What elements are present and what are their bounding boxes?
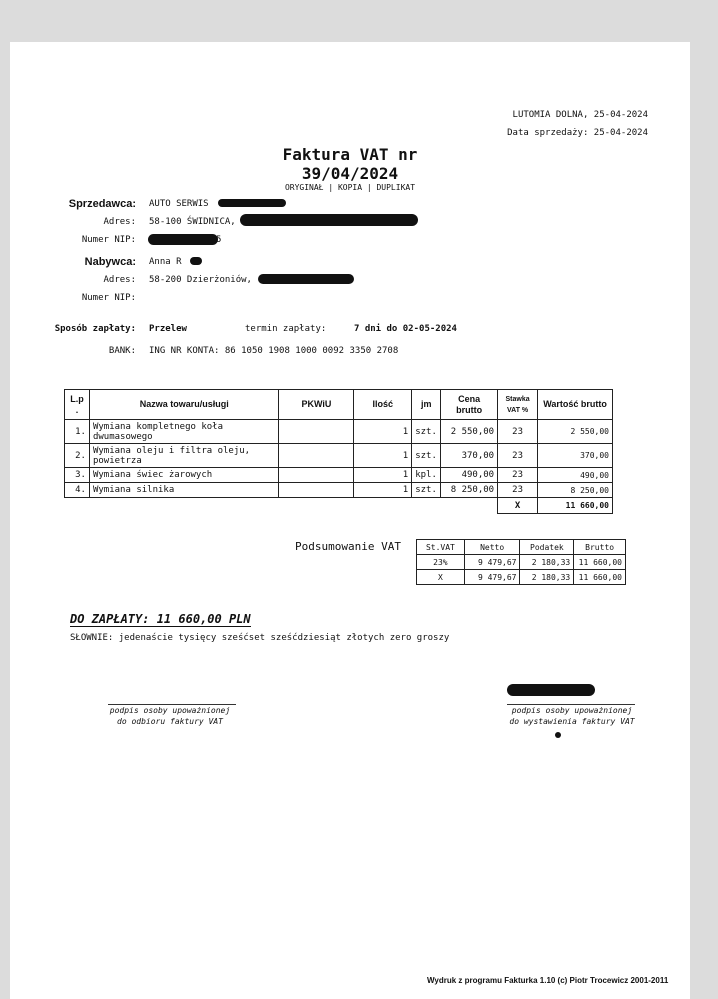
items-header-row [65,390,613,420]
payment-method-label: Sposób zapłaty: [54,324,136,334]
signature-left-line1: podpis osoby upoważnionej [109,706,231,715]
row-pkwiu [279,468,354,483]
row-name: Wymiana oleju i filtra oleju, powietrza [89,444,279,468]
ink-dot [555,732,561,738]
signature-right [482,705,662,727]
table-row [65,444,613,468]
copy-type: ORYGINAŁ | KOPIA | DUPLIKAT [284,183,416,192]
total-value: 11 660,00 [538,498,613,514]
row-name: Wymiana kompletnego koła dwumasowego [89,420,279,444]
row-unit: szt. [412,483,441,498]
redaction-mark [240,214,418,226]
vat-tax: 2 180,33 [520,570,574,585]
redaction-mark [148,234,218,245]
table-row [65,420,613,444]
items-total-row [65,498,613,514]
header-unit: jm [412,390,441,420]
seller-address: 58-100 ŚWIDNICA, [149,217,236,227]
vat-header-tax: Podatek [520,540,574,555]
header-price: Cena brutto [441,390,498,420]
row-value: 490,00 [538,468,613,483]
row-vat: 23 [498,420,538,444]
amount-due: DO ZAPŁATY: 11 660,00 PLN [70,612,251,626]
row-name: Wymiana świec żarowych [89,468,279,483]
redaction-mark [218,199,286,207]
header-qty: Ilość [354,390,412,420]
row-price: 490,00 [441,468,498,483]
table-row [417,555,626,570]
vat-rate: 23% [417,555,465,570]
row-lp: 1. [65,420,90,444]
redaction-mark [190,257,202,265]
row-name: Wymiana silnika [89,483,279,498]
redaction-mark [507,684,595,696]
buyer-label: Nabywca: [84,256,136,268]
row-vat: 23 [498,444,538,468]
signature-right-line2: do wystawienia faktury VAT [509,717,635,726]
bank-label: BANK: [108,346,136,356]
seller-nip: 5 [216,235,222,245]
vat-net: 9 479,67 [464,555,520,570]
row-qty: 1 [354,420,412,444]
signature-left-line2: do odbioru faktury VAT [117,717,223,726]
row-vat: 23 [498,468,538,483]
sale-date: Data sprzedaży: 25-04-2024 [507,128,648,138]
vat-header-row [417,540,626,555]
vat-gross: 11 660,00 [574,555,626,570]
row-vat: 23 [498,483,538,498]
row-unit: szt. [412,420,441,444]
row-pkwiu [279,444,354,468]
watermark-logo: otomoto [10,972,61,988]
buyer-nip-label: Numer NIP: [81,293,136,303]
header-pkwiu: PKWiU [279,390,354,420]
vat-tax: 2 180,33 [520,555,574,570]
items-table [64,389,613,514]
payment-term: 7 dni do 02-05-2024 [354,324,457,334]
row-price: 8 250,00 [441,483,498,498]
header-lp: L.p . [65,390,90,420]
row-lp: 3. [65,468,90,483]
invoice-title: Faktura VAT nr [282,145,418,164]
row-value: 8 250,00 [538,483,613,498]
amount-in-words: SŁOWNIE: jedenaście tysięcy sześćset sześćdziesiąt złotych zero groszy [70,633,450,643]
row-price: 2 550,00 [441,420,498,444]
vat-header-rate: St.VAT [417,540,465,555]
invoice-number: 39/04/2024 [301,164,399,183]
table-row [65,483,613,498]
row-unit: szt. [412,444,441,468]
vat-rate: X [417,570,465,585]
row-lp: 2. [65,444,90,468]
seller-address-label: Adres: [103,217,136,227]
row-qty: 1 [354,444,412,468]
buyer-name: Anna R [149,257,182,267]
seller-label: Sprzedawca: [68,198,136,210]
buyer-address: 58-200 Dzierżoniów, [149,275,252,285]
row-price: 370,00 [441,444,498,468]
row-pkwiu [279,483,354,498]
row-lp: 4. [65,483,90,498]
row-qty: 1 [354,483,412,498]
header-vat-rate: Stawka VAT % [498,390,538,420]
vat-header-gross: Brutto [574,540,626,555]
bank-account: ING NR KONTA: 86 1050 1908 1000 0092 3350 2708 [149,346,399,356]
header-value: Wartość brutto [538,390,613,420]
row-unit: kpl. [412,468,441,483]
vat-header-net: Netto [464,540,520,555]
buyer-address-label: Adres: [103,275,136,285]
row-value: 370,00 [538,444,613,468]
signature-left [80,705,260,727]
signature-right-line1: podpis osoby upoważnionej [511,706,633,715]
row-value: 2 550,00 [538,420,613,444]
payment-term-label: termin zapłaty: [245,324,327,334]
program-footer: Wydruk z programu Fakturka 1.10 (c) Piotr Trocewicz 2001-2011 [427,976,669,985]
total-marker: X [498,498,538,514]
seller-name: AUTO SERWIS [149,199,209,209]
vat-summary-table [416,539,626,585]
vat-net: 9 479,67 [464,570,520,585]
header-name: Nazwa towaru/usługi [89,390,279,420]
seller-nip-label: Numer NIP: [81,235,136,245]
place-date: LUTOMIA DOLNA, 25-04-2024 [512,110,648,120]
row-pkwiu [279,420,354,444]
table-row [65,468,613,483]
vat-summary-label: Podsumowanie VAT [295,540,401,553]
row-qty: 1 [354,468,412,483]
vat-gross: 11 660,00 [574,570,626,585]
redaction-mark [258,274,354,284]
table-row [417,570,626,585]
payment-method: Przelew [149,324,187,334]
